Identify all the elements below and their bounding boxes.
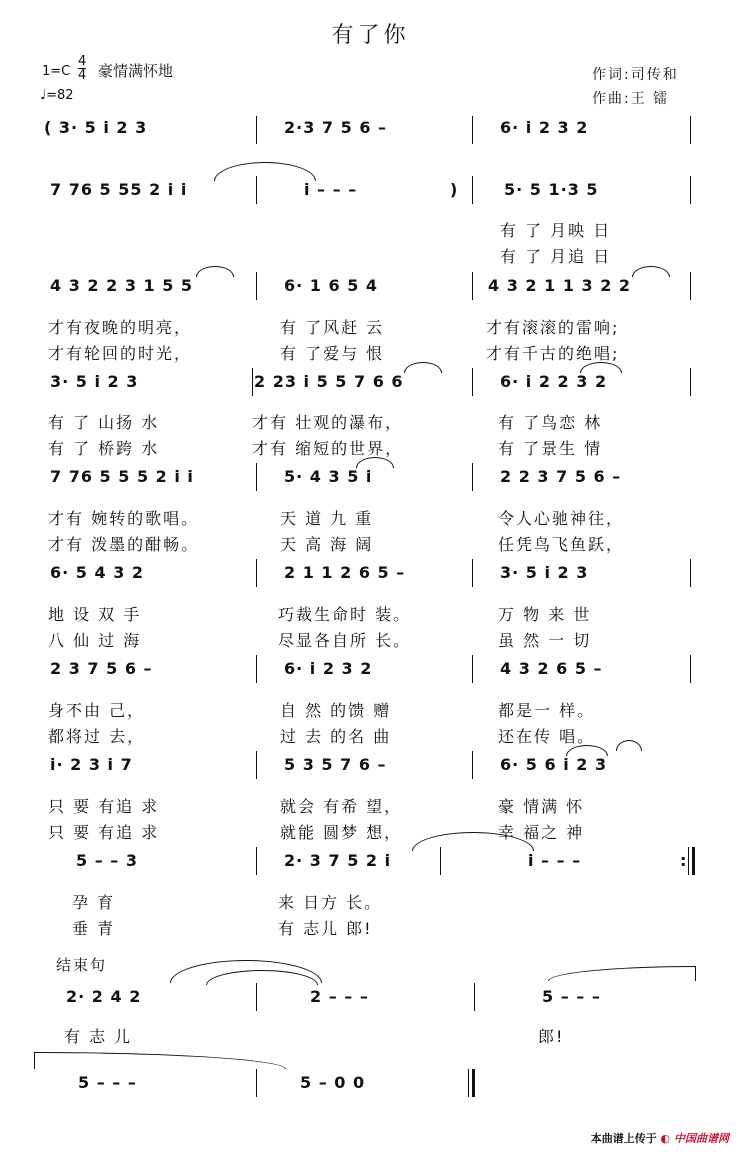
lyric-s5-v2-c: 任凭鸟飞鱼跃， [498,535,625,554]
notes-s4-m1: 3· 5 i 2 3 [50,372,139,391]
notes-s5-m3: 2 2 3 7 5 6 – [500,467,622,486]
notes-s5-m1: 7 76 5 5 5 2 i i [50,467,194,486]
barline [472,116,473,144]
lyric-s9-v2-b: 有 志儿 郎! [278,919,373,938]
barline [256,655,257,683]
lyric-s4-v2-b: 才有 缩短的世界， [252,439,404,458]
notes-s5-m2: 5· 4 3 5 i [284,467,373,486]
notes-s9-m3: i – – – [528,851,582,870]
lyric-s2-v1: 有 了 月映 日 [500,221,612,240]
barline [472,176,473,204]
lyric-s8-v2-b: 就能 圆梦 想， [280,823,403,842]
notes-s6-m2: 2 1 1 2 6 5 – [284,563,406,582]
barline [252,368,253,396]
lyric-s3-v2-b: 有 了爱与 恨 [280,344,385,363]
lyric-s6-v2-b: 尽显各自所 长。 [278,631,412,650]
notes-s6-m1: 6· 5 4 3 2 [50,563,145,582]
notes-s3-m1: 4 3 2 2 3 1 5 5 [50,276,194,295]
tie-slur [214,162,316,181]
lyric-s9-v1-a: 孕 育 [72,893,116,912]
notes-s2-m2: i – – – [304,180,358,199]
notes-s3-m2: 6· 1 6 5 4 [284,276,379,295]
notes-s7-m1: 2 3 7 5 6 – [50,659,153,678]
lyric-s6-v1-b: 巧裁生命时 装。 [278,605,412,624]
barline [256,1069,257,1097]
tempo-marking: ♩=82 [40,88,74,103]
lyric-s8-v1-c: 豪 情满 怀 [498,797,585,816]
notes-s8-m3: 6· 5 6 i 2 3 [500,755,608,774]
lyric-s3-v1-a: 才有夜晚的明亮， [48,318,193,337]
slur [196,266,234,277]
notes-s3-m3: 4 3 2 1 1 3 2 2 [488,276,632,295]
notes-s10-m2: 2 – – – [310,987,369,1006]
lyric-s8-v1-a: 只 要 有追 求 [48,797,160,816]
final-barline [692,847,695,875]
tie-slur-end [34,1052,286,1069]
lyric-s10-a: 有 志 儿 [64,1027,133,1046]
lyric-s5-v1-a: 才有 婉转的歌唱。 [48,509,200,528]
lyric-s7-v1-c: 都是一 样。 [498,701,596,720]
composer: 作曲:王 镭 [592,91,670,107]
slur [404,362,442,373]
lyricist: 作词:司传和 [592,67,679,83]
slur [632,266,670,277]
barline [472,368,473,396]
lyric-s8-v1-b: 就会 有希 望， [280,797,403,816]
barline [472,272,473,300]
barline [474,983,475,1011]
barline [256,463,257,491]
barline [256,847,257,875]
barline [256,116,257,144]
site-logo-icon: ◐ [660,1132,671,1145]
lyric-s7-v2-a: 都将过 去， [48,727,146,746]
time-signature: 4 4 [78,54,87,83]
notes-s6-m3: 3· 5 i 2 3 [500,563,589,582]
notes-s8-m1: i· 2 3 i 7 [50,755,133,774]
lyric-s10-b: 郎! [538,1027,565,1046]
tie-slur-continue [548,966,696,981]
lyric-s4-v1-c: 有 了鸟恋 林 [498,413,603,432]
notes-s1-m2: 2·3 7 5 6 – [284,118,388,137]
lyric-s6-v1-a: 地 设 双 手 [48,605,142,624]
barline [472,655,473,683]
song-title: 有了你 [331,23,410,48]
slur [616,740,642,751]
lyric-s6-v2-a: 八 仙 过 海 [48,631,142,650]
key-signature: 1=C [42,64,71,79]
lyric-s7-v1-b: 自 然 的馈 赠 [280,701,392,720]
repeat-dots: : [680,851,688,870]
barline [472,751,473,779]
notes-s10-m1: 2· 2 4 2 [66,987,142,1006]
barline [690,368,691,396]
lyric-s3-v2-c: 才有千古的绝唱; [486,344,620,363]
notes-s7-m3: 4 3 2 6 5 – [500,659,603,678]
lyric-s5-v1-c: 令人心驰神往， [498,509,625,528]
barline [690,559,691,587]
lyric-s7-v2-c: 还在传 唱。 [498,727,596,746]
ending-label: 结束句 [56,956,108,974]
lyric-s3-v2-a: 才有轮回的时光， [48,344,193,363]
barline [690,655,691,683]
notes-s4-m3: 6· i 2 2 3 2 [500,372,608,391]
notes-s2-m3: 5· 5 1·3 5 [504,180,599,199]
notes-s1-m3: 6· i 2 3 2 [500,118,589,137]
lyric-s2-v2: 有 了 月追 日 [500,247,612,266]
barline [468,1069,469,1097]
lyric-s3-v1-c: 才有滚滚的雷响; [486,318,620,337]
lyric-s6-v1-c: 万 物 来 世 [498,605,592,624]
lyric-s9-v1-b: 来 日方 长。 [278,893,383,912]
lyric-s5-v1-b: 天 道 九 重 [280,509,374,528]
notes-s2-m1: 7 76 5 55 2 i i [50,180,188,199]
barline [472,463,473,491]
barline [690,116,691,144]
barline [472,559,473,587]
notes-s8-m2: 5 3 5 7 6 – [284,755,387,774]
barline [256,559,257,587]
lyric-s5-v2-b: 天 高 海 阔 [280,535,374,554]
notes-s4-m2: 2 23 i 5 5 7 6 6 [254,372,404,391]
notes-s9-m2: 2· 3 7 5 2 i [284,851,392,870]
notes-s10-m3: 5 – – – [542,987,601,1006]
lyric-s4-v1-b: 才有 壮观的瀑布， [252,413,404,432]
barline [690,272,691,300]
barline [440,847,441,875]
barline [690,176,691,204]
barline [256,272,257,300]
lyric-s5-v2-a: 才有 泼墨的酣畅。 [48,535,200,554]
lyric-s8-v2-a: 只 要 有追 求 [48,823,160,842]
lyric-s9-v2-a: 垂 青 [72,919,116,938]
closing-paren: ) [450,180,459,199]
barline [256,176,257,204]
quarter-note-icon: ♩ [40,88,47,103]
lyric-s6-v2-c: 虽 然 一 切 [498,631,592,650]
notes-s11-m1: 5 – – – [78,1073,137,1092]
lyric-s4-v2-c: 有 了景生 情 [498,439,603,458]
lyric-s4-v1-a: 有 了 山扬 水 [48,413,160,432]
barline [688,847,689,875]
lyric-s8-v2-c: 幸 福之 神 [498,823,585,842]
footer-credit: 本曲谱上传于 ◐ 中国曲谱网 [590,1132,729,1145]
barline [256,983,257,1011]
notes-s7-m2: 6· i 2 3 2 [284,659,373,678]
lyric-s7-v2-b: 过 去 的名 曲 [280,727,392,746]
barline [256,751,257,779]
notes-s1-m1: ( 3· 5 i 2 3 [44,118,148,137]
notes-s9-m1: 5 – – 3 [76,851,138,870]
lyric-s4-v2-a: 有 了 桥跨 水 [48,439,160,458]
final-barline [472,1069,475,1097]
lyric-s7-v1-a: 身不由 己， [48,701,146,720]
expression-mark: 豪情满怀地 [98,62,174,80]
lyric-s3-v1-b: 有 了风赶 云 [280,318,385,337]
notes-s11-m2: 5 – 0 0 [300,1073,366,1092]
